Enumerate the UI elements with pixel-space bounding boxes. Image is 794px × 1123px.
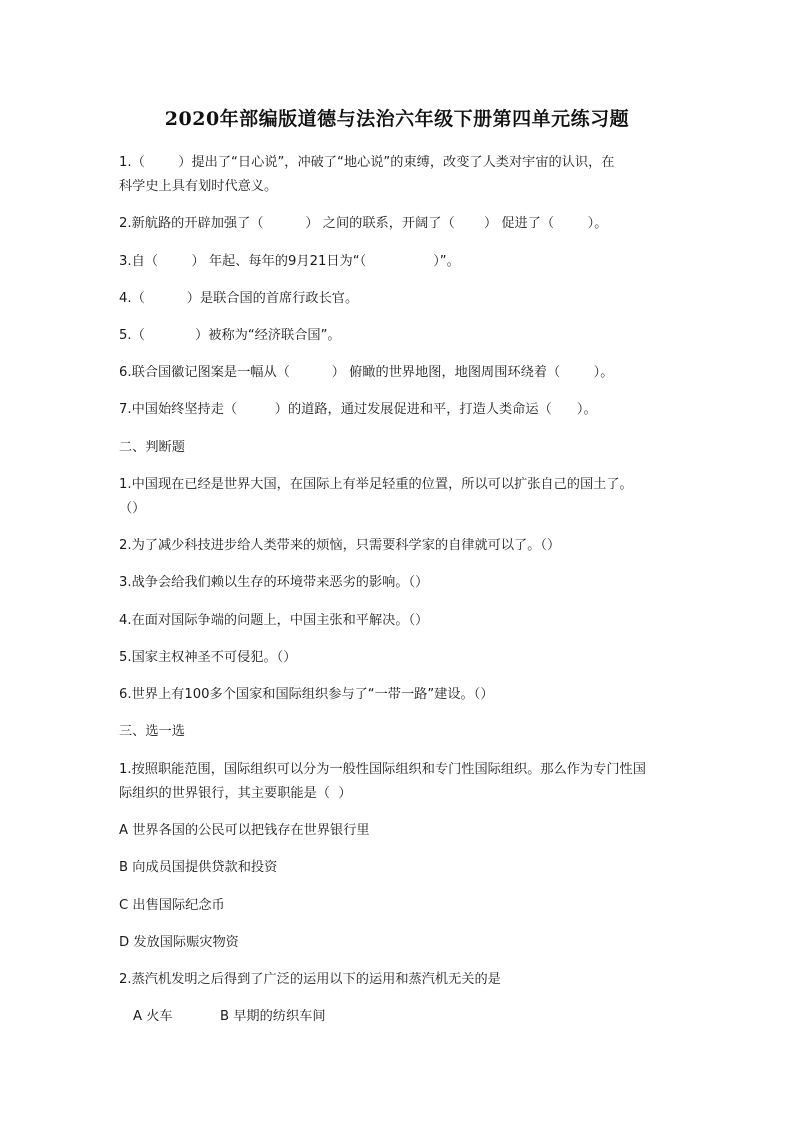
choice-1-option-b: B 向成员国提供贷款和投资 xyxy=(119,860,278,875)
judgment-1-line-2: （） xyxy=(119,501,146,516)
question-5: 5.（ ）被称为“经济联合国”。 xyxy=(119,328,341,343)
question-1-line-1: 1.（ ）提出了“日心说”，冲破了“地心说”的束缚，改变了人类对宇宙的认识，在 xyxy=(119,155,615,170)
judgment-4: 4.在面对国际争端的问题上，中国主张和平解决。（） xyxy=(119,613,429,628)
choice-2-option-b: B 早期的纺织车间 xyxy=(220,1009,326,1024)
judgment-1-line-1: 1.中国现在已经是世界大国，在国际上有举足轻重的位置，所以可以扩张自己的国土了。 xyxy=(119,477,633,492)
choice-2-line-1: 2.蒸汽机发明之后得到了广泛的运用以下的运用和蒸汽机无关的是 xyxy=(119,972,501,987)
judgment-6: 6.世界上有100多个国家和国际组织参与了“一带一路”建设。（） xyxy=(119,687,494,702)
choice-1-option-a: A 世界各国的公民可以把钱存在世界银行里 xyxy=(119,823,370,838)
question-3: 3.自（ ） 年起、每年的9月21日为“（ ）”。 xyxy=(119,254,460,269)
judgment-5: 5.国家主权神圣不可侵犯。（） xyxy=(119,650,297,665)
question-1-line-2: 科学史上具有划时代意义。 xyxy=(119,179,278,194)
question-4: 4.（ ）是联合国的首席行政长官。 xyxy=(119,291,359,306)
choice-1-line-2: 际组织的世界银行，其主要职能是（ ） xyxy=(119,786,352,801)
section-3-heading: 三、选一选 xyxy=(119,724,185,739)
judgment-3: 3.战争会给我们赖以生存的环境带来恶劣的影响。（） xyxy=(119,575,429,590)
judgment-2: 2.为了减少科技进步给人类带来的烦恼，只需要科学家的自律就可以了。（） xyxy=(119,538,561,553)
section-2-heading: 二、判断题 xyxy=(119,440,185,455)
document-title: 2020年部编版道德与法治六年级下册第四单元练习题 xyxy=(164,108,630,130)
choice-1-line-1: 1.按照职能范围，国际组织可以分为一般性国际组织和专门性国际组织。那么作为专门性国 xyxy=(119,762,646,777)
question-7: 7.中国始终坚持走（ ）的道路，通过发展促进和平，打造人类命运（ ）。 xyxy=(119,402,597,417)
choice-1-option-d: D 发放国际赈灾物资 xyxy=(119,935,239,950)
choice-1-option-c: C 出售国际纪念币 xyxy=(119,898,225,913)
choice-2-option-a: A 火车 xyxy=(133,1009,173,1024)
question-2: 2.新航路的开辟加强了（ ） 之间的联系，开阔了（ ） 促进了（ ）。 xyxy=(119,216,608,231)
question-6: 6.联合国徽记图案是一幅从（ ） 俯瞰的世界地图，地图周围环绕着（ ）。 xyxy=(119,365,614,380)
